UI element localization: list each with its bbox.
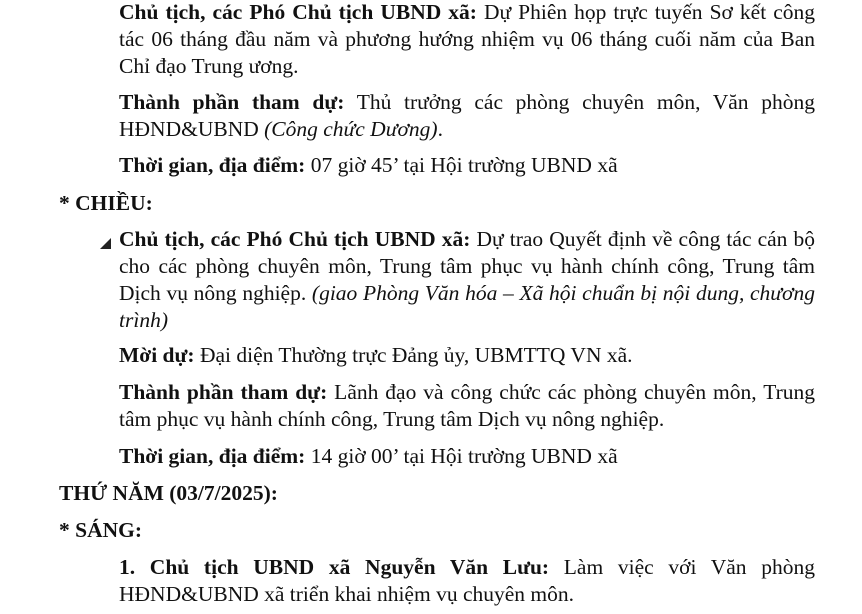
para-label: Thời gian, địa điểm: <box>119 153 306 177</box>
para-tail: . <box>437 117 443 141</box>
para-label: Chủ tịch, các Phó Chủ tịch UBND xã: <box>119 227 471 251</box>
para-label: Thành phần tham dự: <box>119 90 345 114</box>
para-label: Chủ tịch, các Phó Chủ tịch UBND xã: <box>119 0 477 24</box>
para-text: 07 giờ 45’ tại Hội trường UBND xã <box>305 153 618 177</box>
para-text: Dự Phiên họp trực tuyến Sơ kết công tác 06 tháng đầu năm và phương hướng nhiệm vụ 06 tháng cuối năm của Ban Chỉ đạo Trung ương. <box>119 0 815 78</box>
paragraph-invited <box>119 342 815 369</box>
paragraph-time-place-afternoon <box>119 443 815 470</box>
heading-morning: * SÁNG: <box>59 518 143 542</box>
paragraph-leaders-decision-ceremony <box>119 226 815 334</box>
paragraph-chairman-work <box>119 554 815 608</box>
paragraph-participants-afternoon <box>119 379 815 433</box>
para-label: Thành phần tham dự: <box>119 380 328 404</box>
para-text: Dự trao Quyết định về công tác cán bộ cho các phòng chuyên môn, Trung tâm phục vụ hành chính công, Trung tâm Dịch vụ nông nghiệp. <box>119 227 815 305</box>
para-italic-note: (giao Phòng Văn hóa – Xã hội chuẩn bị nội dung, chương trình) <box>119 281 815 332</box>
heading-thursday: THỨ NĂM (03/7/2025): <box>59 481 278 505</box>
collapse-triangle-icon[interactable] <box>100 238 111 249</box>
para-italic-note: (Công chức Dương) <box>264 117 438 141</box>
para-text: Thủ trưởng các phòng chuyên môn, Văn phòng HĐND&UBND <box>119 90 815 141</box>
paragraph-leaders-online-meeting <box>119 0 815 80</box>
para-label: Mời dự: <box>119 343 195 367</box>
paragraph-participants-morning <box>119 89 815 143</box>
para-text: 14 giờ 00’ tại Hội trường UBND xã <box>305 444 618 468</box>
heading-afternoon: * CHIỀU: <box>59 191 153 215</box>
para-label: 1. Chủ tịch UBND xã Nguyễn Văn Lưu: <box>119 555 550 579</box>
para-text: Làm việc với Văn phòng HĐND&UBND xã triển khai nhiệm vụ chuyên môn. <box>119 555 815 606</box>
paragraph-time-place-morning <box>119 152 815 179</box>
para-text: Lãnh đạo và công chức các phòng chuyên môn, Trung tâm phục vụ hành chính công, Trung tâm Dịch vụ nông nghiệp. <box>119 380 815 431</box>
para-label: Thời gian, địa điểm: <box>119 444 306 468</box>
para-text: Đại diện Thường trực Đảng ủy, UBMTTQ VN xã. <box>194 343 633 367</box>
